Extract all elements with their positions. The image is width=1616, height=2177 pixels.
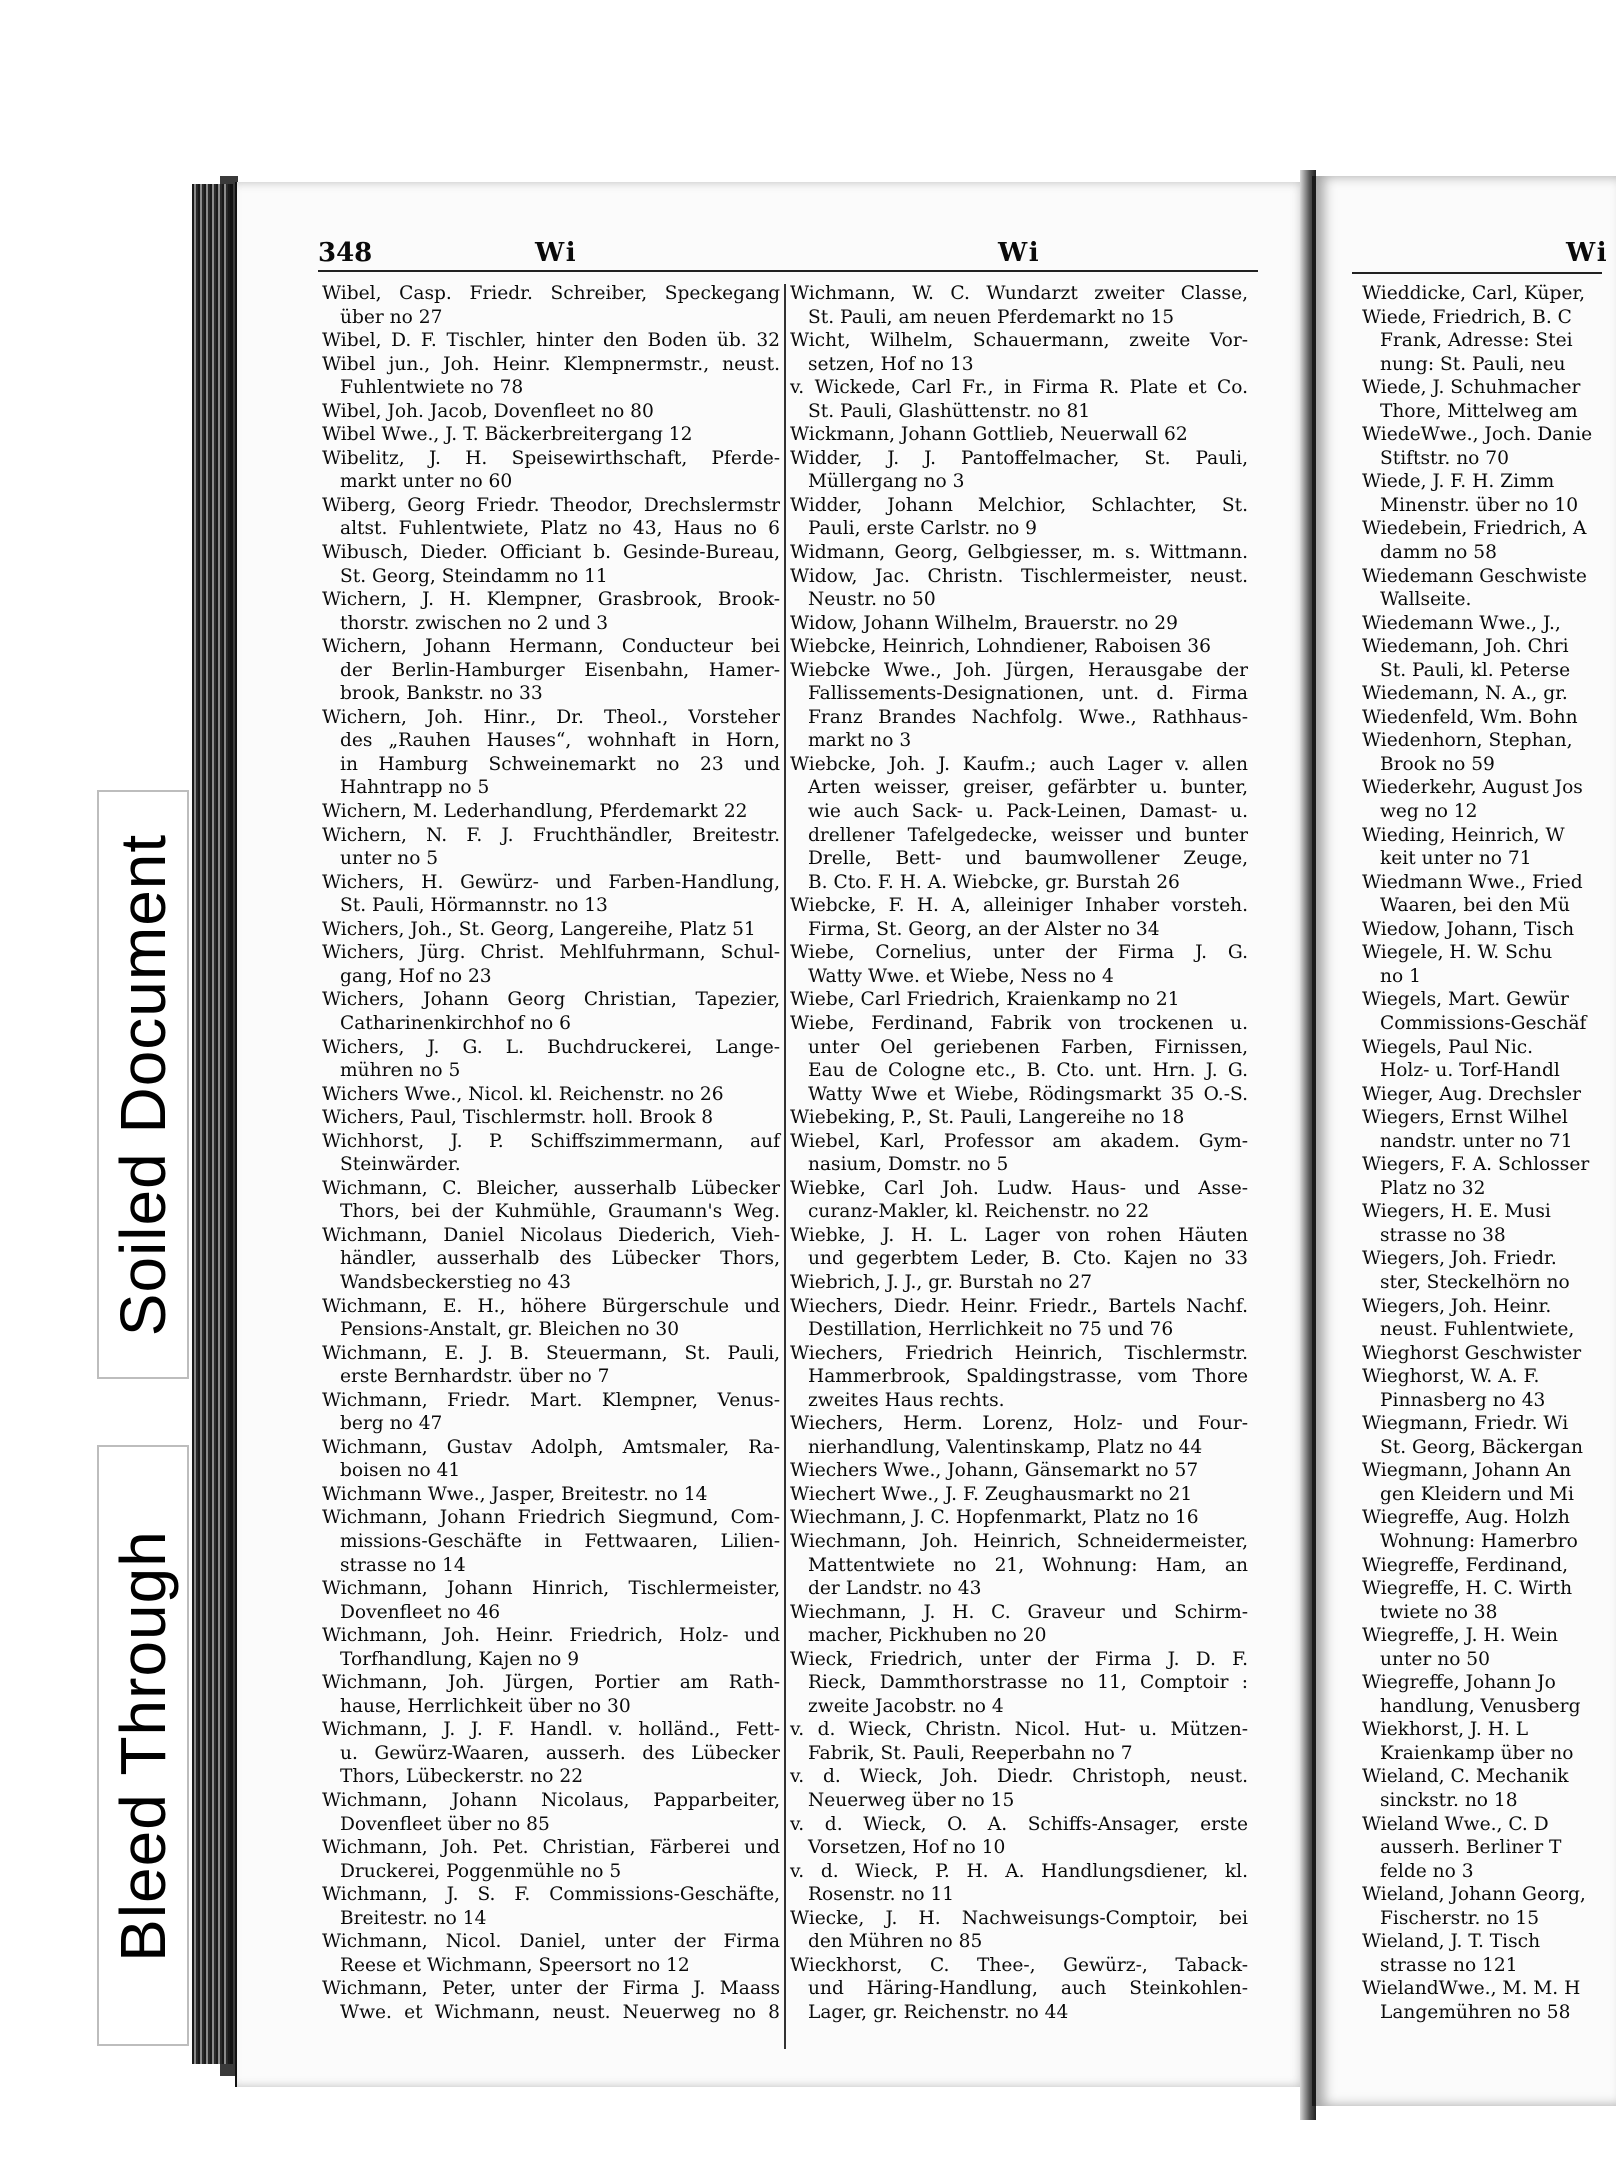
- header-rule-right: [1352, 272, 1602, 274]
- entry-line: Wichmann, Joh. Jürgen, Portier am Rath-: [322, 1672, 780, 1694]
- entry-line: Wieghorst, W. A. F.: [1362, 1366, 1540, 1388]
- entry-continuation-line: Holz- u. Torf-Handl: [1380, 1060, 1560, 1082]
- entry-continuation-line: und gegerbtem Leder, B. Cto. Kajen no 33: [808, 1248, 1248, 1270]
- entry-continuation-line: Eau de Cologne etc., B. Cto. unt. Hrn. J. G.: [808, 1060, 1248, 1082]
- entry-line: Wieck, Friedrich, unter der Firma J. D. F.: [790, 1648, 1248, 1670]
- entry-continuation-line: Torfhandlung, Kajen no 9: [340, 1648, 580, 1670]
- entry-continuation-line: altst. Fuhlentwiete, Platz no 43, Haus no 6: [340, 518, 780, 540]
- entry-continuation-line: Mattentwiete no 21, Wohnung: Ham, an: [808, 1554, 1248, 1576]
- entry-continuation-line: Rieck, Dammthorstrasse no 11, Comptoir :: [808, 1672, 1248, 1694]
- entry-continuation-line: mühren no 5: [340, 1060, 461, 1082]
- entry-line: Wiegmann, Johann An: [1362, 1460, 1572, 1482]
- entry-line: Wieland, J. T. Tisch: [1362, 1931, 1541, 1953]
- entry-continuation-line: Thors, Lübeckerstr. no 22: [340, 1766, 584, 1788]
- entry-line: Wichern, J. H. Klempner, Grasbrook, Brook-: [322, 589, 780, 611]
- entry-continuation-line: St. Pauli, am neuen Pferdemarkt no 15: [808, 306, 1175, 328]
- entry-line: Wiebel, Karl, Professor am akadem. Gym-: [790, 1130, 1248, 1152]
- entry-line: Wiegers, F. A. Schlosser: [1362, 1154, 1590, 1176]
- entry-line: Wichmann, Johann Nicolaus, Papparbeiter,: [322, 1790, 780, 1811]
- entry-line: Wiechmann, J. H. C. Graveur und Schirm-: [790, 1601, 1248, 1623]
- directory-column-left: [322, 282, 780, 2024]
- entry-continuation-line: der Landstr. no 43: [808, 1578, 982, 1600]
- entry-line: Wickmann, Johann Gottlieb, Neuerwall 62: [790, 424, 1188, 446]
- entry-continuation-line: Lager, gr. Reichenstr. no 44: [808, 2001, 1069, 2023]
- entry-line: Widow, Jac. Christn. Tischlermeister, neust.: [790, 565, 1248, 587]
- entry-continuation-line: weg no 12: [1380, 801, 1478, 823]
- entry-continuation-line: nierhandlung, Valentinskamp, Platz no 44: [808, 1436, 1203, 1458]
- entry-continuation-line: Fischerstr. no 15: [1380, 1907, 1540, 1929]
- entry-line: Wieghorst Geschwister: [1362, 1342, 1582, 1364]
- entry-continuation-line: strasse no 121: [1380, 1954, 1518, 1976]
- entry-line: Wichers, Paul, Tischlermstr. holl. Brook 8: [322, 1107, 714, 1129]
- entry-line: Wiekhorst, J. H. L: [1362, 1719, 1529, 1741]
- entry-line: v. d. Wieck, O. A. Schiffs-Ansager, erste: [790, 1813, 1248, 1835]
- entry-continuation-line: den Mühren no 85: [808, 1931, 983, 1953]
- entry-continuation-line: markt no 3: [808, 730, 912, 752]
- entry-continuation-line: handlung, Venusberg: [1380, 1695, 1581, 1717]
- entry-continuation-line: in Hamburg Schweinemarkt no 23 und: [340, 753, 780, 775]
- entry-continuation-line: boisen no 41: [340, 1460, 461, 1482]
- entry-continuation-line: Müllergang no 3: [808, 471, 965, 493]
- entry-continuation-line: drellener Tafelgedecke, weisser und bunter: [808, 824, 1248, 846]
- entry-continuation-line: des „Rauhen Hauses“, wohnhaft in Horn,: [340, 730, 780, 752]
- column-divider: [784, 284, 786, 2049]
- entry-continuation-line: Dovenfleet no 46: [340, 1601, 501, 1623]
- entry-line: Wiede, Friedrich, B. C: [1362, 306, 1572, 328]
- entry-line: Wieckhorst, C. Thee-, Gewürz-, Taback-: [790, 1954, 1248, 1976]
- entry-line: Wiebcke, Heinrich, Lohndiener, Raboisen 36: [790, 636, 1211, 658]
- entry-continuation-line: damm no 58: [1380, 542, 1497, 564]
- entry-continuation-line: Kraienkamp über no: [1380, 1742, 1574, 1764]
- entry-continuation-line: nung: St. Pauli, neu: [1380, 353, 1566, 375]
- entry-line: v. d. Wieck, P. H. A. Handlungsdiener, kl.: [790, 1860, 1248, 1882]
- entry-line: Wiechers Wwe., Johann, Gänsemarkt no 57: [790, 1460, 1199, 1482]
- entry-line: Wiegmann, Friedr. Wi: [1362, 1413, 1569, 1435]
- entry-continuation-line: Steinwärder.: [340, 1154, 461, 1176]
- entry-line: Wieddicke, Carl, Küper,: [1362, 283, 1586, 304]
- entry-line: v. d. Wieck, Christn. Nicol. Hut- u. Mützen-: [790, 1719, 1248, 1741]
- entry-line: Wiede, J. F. H. Zimm: [1362, 471, 1555, 493]
- entry-continuation-line: unter no 50: [1380, 1648, 1490, 1670]
- entry-line: Wichern, Johann Hermann, Conducteur bei: [322, 636, 780, 658]
- entry-line: Wichers, H. Gewürz- und Farben-Handlung,: [322, 871, 780, 893]
- entry-continuation-line: strasse no 38: [1380, 1224, 1506, 1246]
- entry-continuation-line: wie auch Sack- u. Pack-Leinen, Damast- u.: [808, 801, 1248, 823]
- entry-line: Wichmann, Johann Friedrich Siegmund, Com-: [322, 1507, 780, 1529]
- entry-line: Wiebe, Cornelius, unter der Firma J. G.: [790, 942, 1248, 964]
- entry-continuation-line: hause, Herrlichkeit über no 30: [340, 1695, 631, 1717]
- entry-continuation-line: Platz no 32: [1380, 1177, 1486, 1199]
- entry-line: Wiedemann, Joh. Chri: [1362, 636, 1569, 658]
- entry-line: Wichers, Johann Georg Christian, Tapezier,: [322, 989, 780, 1011]
- entry-continuation-line: Wwe. et Wichmann, neust. Neuerweg no 8: [340, 2001, 780, 2023]
- entry-continuation-line: Wandsbeckerstieg no 43: [340, 1271, 571, 1293]
- entry-line: Wiedmann Wwe., Fried: [1362, 871, 1583, 893]
- entry-line: Wichmann, Nicol. Daniel, unter der Firma: [322, 1931, 780, 1953]
- entry-continuation-line: Vorsetzen, Hof no 10: [808, 1837, 1006, 1859]
- entry-line: Wiedenfeld, Wm. Bohn: [1362, 706, 1578, 728]
- entry-continuation-line: Wohnung: Hamerbro: [1380, 1530, 1578, 1552]
- entry-continuation-line: strasse no 14: [340, 1554, 466, 1576]
- entry-continuation-line: Thors, bei der Kuhmühle, Graumann's Weg.: [340, 1201, 780, 1223]
- entry-continuation-line: Pinnasberg no 43: [1380, 1389, 1546, 1411]
- entry-line: Wichmann, Joh. Heinr. Friedrich, Holz- und: [322, 1625, 780, 1647]
- entry-line: Wichmann, Gustav Adolph, Amtsmaler, Ra-: [322, 1436, 780, 1458]
- entry-line: v. Wickede, Carl Fr., in Firma R. Plate et Co.: [790, 377, 1248, 399]
- entry-continuation-line: unter Oel geriebenen Farben, Firnissen,: [808, 1036, 1248, 1058]
- entry-line: Wiechers, Diedr. Heinr. Friedr., Bartels Nachf.: [790, 1295, 1248, 1317]
- entry-continuation-line: neust. Fuhlentwiete,: [1380, 1319, 1575, 1341]
- entry-line: Wiechers, Friedrich Heinrich, Tischlermstr.: [790, 1342, 1248, 1364]
- entry-line: Wiebrich, J. J., gr. Burstah no 27: [790, 1271, 1093, 1293]
- entry-line: Wichmann, J. S. F. Commissions-Geschäfte,: [322, 1884, 780, 1906]
- entry-continuation-line: St. Pauli, kl. Peterse: [1380, 659, 1571, 681]
- entry-continuation-line: Pensions-Anstalt, gr. Bleichen no 30: [340, 1319, 680, 1341]
- entry-continuation-line: Neustr. no 50: [808, 589, 936, 611]
- entry-line: Wichers, Jürg. Christ. Mehlfuhrmann, Schul-: [322, 942, 780, 964]
- entry-continuation-line: Hahntrapp no 5: [340, 777, 490, 799]
- entry-continuation-line: der Berlin-Hamburger Eisenbahn, Hamer-: [340, 659, 780, 681]
- entry-continuation-line: gen Kleidern und Mi: [1380, 1483, 1575, 1505]
- entry-line: Wiedemann, N. A., gr.: [1362, 683, 1568, 705]
- entry-line: Wiebcke, Joh. J. Kaufm.; auch Lager v. allen: [790, 753, 1248, 775]
- entry-continuation-line: u. Gewürz-Waaren, ausserh. des Lübecker: [340, 1742, 780, 1764]
- entry-line: Wiebcke Wwe., Joh. Jürgen, Herausgabe der: [790, 659, 1248, 681]
- entry-continuation-line: ster, Steckelhörn no: [1380, 1271, 1570, 1293]
- entry-line: WiedeWwe., Joch. Danie: [1362, 424, 1593, 446]
- entry-line: Wiedemann Wwe., J.,: [1362, 612, 1561, 634]
- bleed-through-label: Bleed Through: [107, 1529, 179, 1962]
- entry-line: Wichmann, Daniel Nicolaus Diederich, Vieh-: [322, 1224, 780, 1246]
- entry-line: Wiegele, H. W. Schu: [1362, 942, 1553, 964]
- entry-continuation-line: Dovenfleet über no 85: [340, 1813, 550, 1835]
- entry-line: Wichmann, E. J. B. Steuermann, St. Pauli,: [322, 1342, 780, 1364]
- entry-line: Widder, Johann Melchior, Schlachter, St.: [790, 494, 1248, 516]
- entry-continuation-line: B. Cto. F. H. A. Wiebcke, gr. Burstah 26: [808, 871, 1180, 893]
- entry-line: Wichmann, Johann Hinrich, Tischlermeister,: [322, 1578, 780, 1600]
- entry-continuation-line: zweite Jacobstr. no 4: [808, 1695, 1004, 1717]
- entry-continuation-line: Drelle, Bett- und baumwollener Zeuge,: [808, 848, 1248, 870]
- entry-line: Wiede, J. Schuhmacher: [1362, 377, 1581, 399]
- entry-line: Wibel, Joh. Jacob, Dovenfleet no 80: [322, 400, 654, 422]
- entry-line: Wiecke, J. H. Nachweisungs-Comptoir, bei: [790, 1907, 1248, 1929]
- entry-line: Wiegels, Mart. Gewür: [1362, 989, 1569, 1011]
- entry-line: Wichern, Joh. Hinr., Dr. Theol., Vorsteher: [322, 706, 780, 728]
- entry-continuation-line: markt unter no 60: [340, 471, 513, 493]
- entry-continuation-line: Minenstr. über no 10: [1380, 494, 1579, 516]
- entry-line: Wichhorst, J. P. Schiffszimmermann, auf: [322, 1130, 780, 1152]
- entry-continuation-line: St. Georg, Steindamm no 11: [340, 565, 608, 587]
- entry-line: Wibelitz, J. H. Speisewirthschaft, Pferde-: [322, 447, 780, 469]
- entry-continuation-line: setzen, Hof no 13: [808, 353, 974, 375]
- entry-line: Wiedebein, Friedrich, A: [1362, 518, 1587, 540]
- entry-line: Wichern, M. Lederhandlung, Pferdemarkt 22: [322, 801, 748, 823]
- entry-continuation-line: unter no 5: [340, 848, 439, 870]
- entry-continuation-line: keit unter no 71: [1380, 848, 1532, 870]
- entry-line: Wichmann, W. C. Wundarzt zweiter Classe,: [790, 283, 1248, 304]
- entry-continuation-line: Commissions-Geschäf: [1380, 1012, 1587, 1034]
- entry-line: Wiechmann, Joh. Heinrich, Schneidermeister,: [790, 1530, 1248, 1552]
- entry-line: Wiedenhorn, Stephan,: [1362, 730, 1573, 752]
- entry-line: Wieland Wwe., C. D: [1362, 1813, 1549, 1835]
- entry-line: Wiechert Wwe., J. F. Zeughausmarkt no 21: [790, 1483, 1193, 1505]
- entry-line: Wichmann, Joh. Pet. Christian, Färberei und: [322, 1837, 780, 1859]
- entry-line: Wieland, C. Mechanik: [1362, 1766, 1569, 1788]
- entry-continuation-line: händler, ausserhalb des Lübecker Thors,: [340, 1248, 780, 1270]
- entry-line: Wiegreffe, H. C. Wirth: [1362, 1578, 1573, 1600]
- entry-continuation-line: ausserh. Berliner T: [1380, 1837, 1562, 1859]
- entry-line: v. d. Wieck, Joh. Diedr. Christoph, neust.: [790, 1766, 1248, 1788]
- entry-continuation-line: Brook no 59: [1380, 753, 1495, 775]
- page-number: 348: [318, 238, 373, 268]
- entry-line: Wieding, Heinrich, W: [1362, 824, 1565, 846]
- entry-continuation-line: Stiftstr. no 70: [1380, 447, 1509, 469]
- entry-continuation-line: über no 27: [340, 306, 443, 328]
- entry-line: Wiebe, Ferdinand, Fabrik von trockenen u.: [790, 1012, 1248, 1034]
- entry-line: Wiegers, Joh. Heinr.: [1362, 1295, 1552, 1317]
- entry-continuation-line: brook, Bankstr. no 33: [340, 683, 543, 705]
- entry-line: Wibel jun., Joh. Heinr. Klempnermstr., neust.: [322, 353, 780, 375]
- entry-line: Wiegreffe, Ferdinand,: [1362, 1554, 1569, 1576]
- entry-continuation-line: Franz Brandes Nachfolg. Wwe., Rathhaus-: [808, 706, 1248, 728]
- entry-continuation-line: St. Georg, Bäckergan: [1380, 1436, 1583, 1458]
- entry-continuation-line: Pauli, erste Carlstr. no 9: [808, 518, 1038, 540]
- entry-line: Wiebke, J. H. L. Lager von rohen Häuten: [790, 1224, 1248, 1246]
- entry-continuation-line: Frank, Adresse: Stei: [1380, 330, 1573, 352]
- entry-continuation-line: Watty Wwe et Wiebe, Rödingsmarkt 35 O.-S.: [808, 1083, 1248, 1105]
- entry-line: Wiebe, Carl Friedrich, Kraienkamp no 21: [790, 989, 1180, 1011]
- entry-continuation-line: missions-Geschäfte in Fettwaaren, Lilien-: [340, 1530, 780, 1552]
- entry-line: Wichmann, Peter, unter der Firma J. Maass: [322, 1978, 780, 2000]
- entry-continuation-line: Arten weisser, greiser, gefärbter u. bunter,: [808, 777, 1248, 799]
- entry-line: Widmann, Georg, Gelbgiesser, m. s. Wittmann.: [790, 542, 1248, 564]
- entry-line: Wichmann, C. Bleicher, ausserhalb Lübecker: [322, 1177, 780, 1199]
- entry-continuation-line: gang, Hof no 23: [340, 965, 492, 987]
- entry-continuation-line: zweites Haus rechts.: [808, 1389, 1005, 1411]
- entry-continuation-line: twiete no 38: [1380, 1601, 1498, 1623]
- header-rule: [318, 270, 1258, 272]
- entry-line: Wieger, Aug. Drechsler: [1362, 1083, 1582, 1105]
- entry-line: Wicht, Wilhelm, Schauermann, zweite Vor-: [790, 330, 1248, 352]
- entry-continuation-line: erste Bernhardstr. über no 7: [340, 1366, 610, 1388]
- entry-continuation-line: thorstr. zwischen no 2 und 3: [340, 612, 609, 634]
- entry-continuation-line: Neuerweg über no 15: [808, 1790, 1015, 1811]
- entry-continuation-line: nandstr. unter no 71: [1380, 1130, 1573, 1152]
- running-head-middle: Wi: [998, 238, 1041, 268]
- entry-line: Wiegels, Paul Nic.: [1362, 1036, 1534, 1058]
- entry-continuation-line: Fallissements-Designationen, unt. d. Firma: [808, 683, 1248, 705]
- entry-line: Wiberg, Georg Friedr. Theodor, Drechslermstr: [322, 494, 780, 516]
- directory-column-right: [1362, 282, 1600, 2024]
- entry-continuation-line: berg no 47: [340, 1413, 443, 1435]
- entry-line: Wibel Wwe., J. T. Bäckerbreitergang 12: [322, 424, 693, 446]
- entry-line: Wiedow, Johann, Tisch: [1362, 918, 1575, 940]
- entry-line: Wibel, D. F. Tischler, hinter den Boden üb. 32: [322, 330, 780, 352]
- entry-line: Wichmann Wwe., Jasper, Breitestr. no 14: [322, 1483, 708, 1505]
- entry-continuation-line: Waaren, bei den Mü: [1380, 895, 1570, 917]
- entry-continuation-line: Catharinenkirchhof no 6: [340, 1012, 571, 1034]
- entry-line: WielandWwe., M. M. H: [1362, 1978, 1581, 2000]
- entry-line: Wiedemann Geschwiste: [1362, 565, 1587, 587]
- entry-continuation-line: Hammerbrook, Spaldingstrasse, vom Thore: [808, 1366, 1248, 1388]
- entry-line: Wichmann, J. J. F. Handl. v. holländ., Fett-: [322, 1719, 780, 1741]
- entry-line: Wiegers, H. E. Musi: [1362, 1201, 1551, 1223]
- entry-line: Wiechmann, J. C. Hopfenmarkt, Platz no 16: [790, 1507, 1199, 1529]
- entry-continuation-line: Wallseite.: [1380, 589, 1472, 611]
- entry-line: Wiechers, Herm. Lorenz, Holz- und Four-: [790, 1413, 1248, 1435]
- entry-continuation-line: Watty Wwe. et Wiebe, Ness no 4: [808, 965, 1114, 987]
- entry-continuation-line: Fuhlentwiete no 78: [340, 377, 524, 399]
- entry-continuation-line: Firma, St. Georg, an der Alster no 34: [808, 918, 1160, 940]
- entry-line: Wiederkehr, August Jos: [1362, 777, 1583, 799]
- entry-line: Wiegreffe, Aug. Holzh: [1362, 1507, 1570, 1529]
- soiled-document-label: Soiled Document: [107, 833, 179, 1336]
- entry-line: Wiegreffe, J. H. Wein: [1362, 1625, 1558, 1647]
- entry-line: Wichern, N. F. J. Fruchthändler, Breitestr.: [322, 824, 780, 846]
- entry-line: Wibel, Casp. Friedr. Schreiber, Speckegang: [322, 283, 780, 304]
- directory-column-middle: [790, 282, 1248, 2024]
- entry-line: Wiegers, Joh. Friedr.: [1362, 1248, 1557, 1270]
- entry-line: Wiegreffe, Johann Jo: [1362, 1672, 1556, 1694]
- entry-continuation-line: St. Pauli, Hörmannstr. no 13: [340, 895, 608, 917]
- entry-line: Wichmann, E. H., höhere Bürgerschule und: [322, 1295, 780, 1317]
- entry-line: Widder, J. J. Pantoffelmacher, St. Pauli,: [790, 447, 1248, 469]
- entry-continuation-line: no 1: [1380, 965, 1421, 987]
- entry-line: Wiegers, Ernst Wilhel: [1362, 1107, 1568, 1129]
- entry-continuation-line: St. Pauli, Glashüttenstr. no 81: [808, 400, 1091, 422]
- entry-continuation-line: Druckerei, Poggenmühle no 5: [340, 1860, 622, 1882]
- entry-line: Widow, Johann Wilhelm, Brauerstr. no 29: [790, 612, 1178, 634]
- entry-continuation-line: Langemühren no 58: [1380, 2001, 1571, 2023]
- entry-line: Wieland, Johann Georg,: [1362, 1884, 1586, 1906]
- running-head-right: Wi: [1566, 238, 1609, 268]
- entry-line: Wichers, J. G. L. Buchdruckerei, Lange-: [322, 1036, 780, 1058]
- entry-continuation-line: Rosenstr. no 11: [808, 1884, 955, 1906]
- entry-continuation-line: und Häring-Handlung, auch Steinkohlen-: [808, 1978, 1248, 2000]
- entry-continuation-line: nasium, Domstr. no 5: [808, 1154, 1009, 1176]
- entry-line: Wibusch, Dieder. Officiant b. Gesinde-Bureau,: [322, 542, 780, 564]
- entry-continuation-line: Fabrik, St. Pauli, Reeperbahn no 7: [808, 1742, 1133, 1764]
- entry-line: Wichers, Joh., St. Georg, Langereihe, Platz 51: [322, 918, 756, 940]
- entry-line: Wiebeking, P., St. Pauli, Langereihe no 18: [790, 1107, 1185, 1129]
- entry-line: Wiebcke, F. H. A, alleiniger Inhaber vorsteh.: [790, 895, 1248, 917]
- entry-continuation-line: felde no 3: [1380, 1860, 1474, 1882]
- entry-continuation-line: curanz-Makler, kl. Reichenstr. no 22: [808, 1201, 1150, 1223]
- entry-line: Wiebke, Carl Joh. Ludw. Haus- und Asse-: [790, 1177, 1248, 1199]
- entry-continuation-line: macher, Pickhuben no 20: [808, 1625, 1047, 1647]
- entry-continuation-line: Breitestr. no 14: [340, 1907, 487, 1929]
- entry-line: Wichmann, Friedr. Mart. Klempner, Venus-: [322, 1389, 780, 1411]
- entry-line: Wichers Wwe., Nicol. kl. Reichenstr. no 26: [322, 1083, 724, 1105]
- running-head-left: Wi: [535, 238, 578, 268]
- entry-continuation-line: sinckstr. no 18: [1380, 1790, 1518, 1811]
- entry-continuation-line: Thore, Mittelweg am: [1380, 400, 1578, 422]
- entry-continuation-line: Reese et Wichmann, Speersort no 12: [340, 1954, 690, 1976]
- book-page-edges: [192, 184, 233, 2064]
- bleed-through-tag: [97, 1445, 189, 2046]
- entry-continuation-line: Destillation, Herrlichkeit no 75 und 76: [808, 1319, 1174, 1341]
- soiled-document-tag: [97, 790, 189, 1379]
